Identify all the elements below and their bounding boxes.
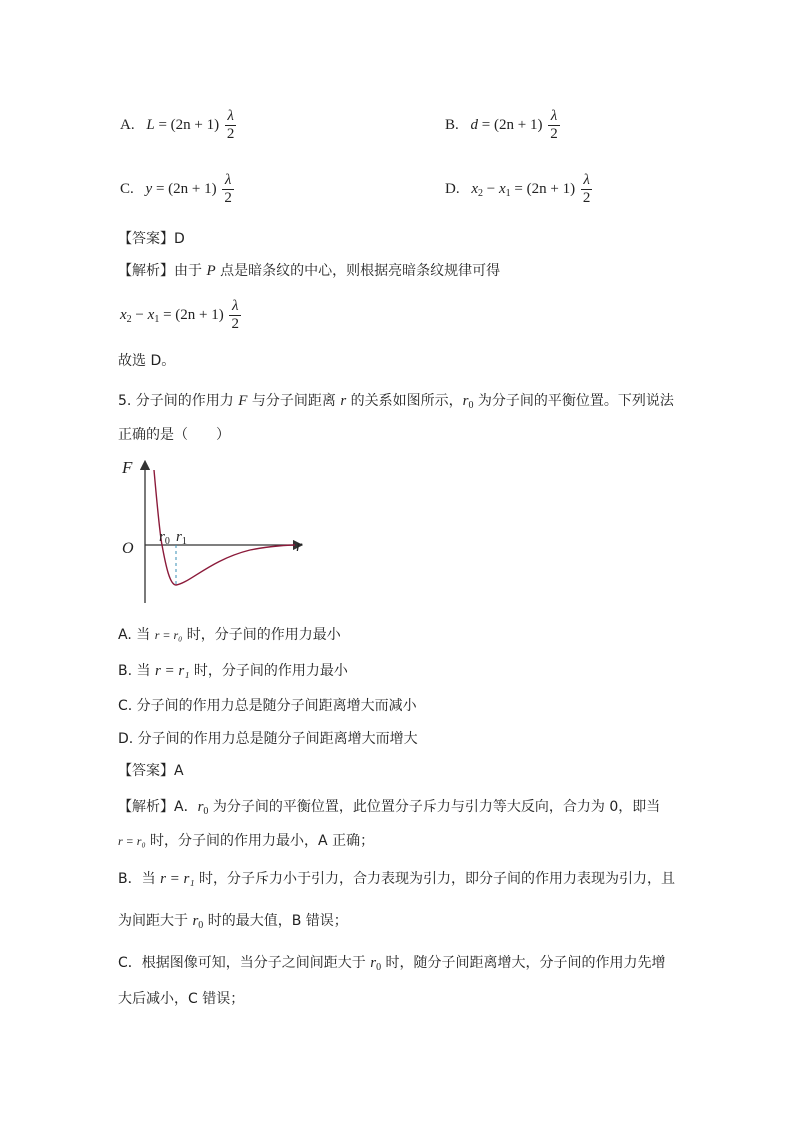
x-axis-label: r <box>296 538 303 555</box>
analysis-text: 时的最大值，B 错误； <box>203 913 348 929</box>
q5-analysis-line2 <box>118 830 374 850</box>
q5-analysis-line6: 大后减小，C 错误； <box>118 991 245 1007</box>
subscript: 0 <box>468 400 474 411</box>
var-x: x <box>471 180 479 197</box>
minus-sign: − <box>483 180 499 197</box>
formula-rhs: = (2n + 1) <box>163 306 224 323</box>
var-x: x <box>147 306 155 323</box>
q5-stem-line1 <box>118 390 674 411</box>
var-r0: r <box>462 393 469 409</box>
q5-stem-line2: 正确的是（ ） <box>118 427 230 443</box>
fraction-numerator: λ <box>225 108 237 126</box>
analysis-text: C．根据图像可知，当分子之间间距大于 <box>118 955 371 971</box>
option-lhs: d <box>470 116 479 133</box>
subscript: 1 <box>505 187 511 199</box>
option-text: B. 当 <box>118 663 155 679</box>
q5-option-b <box>118 660 348 680</box>
option-lhs: L <box>146 116 155 133</box>
option-text: 时，分子间的作用力最小 <box>189 663 348 679</box>
r1-subscript: 1 <box>181 536 187 547</box>
q5-analysis-line3 <box>118 868 675 888</box>
fraction-denominator: 2 <box>582 190 591 206</box>
force-distance-figure <box>110 455 320 605</box>
analysis-text: 时，随分子间距离增大，分子间的作用力先增 <box>381 955 666 971</box>
fraction-numerator: λ <box>581 172 593 190</box>
r0-subscript: 0 <box>164 536 170 547</box>
subscript: 2 <box>126 313 132 325</box>
r0-label <box>159 529 170 547</box>
analysis-text: 为间距大于 <box>118 913 193 929</box>
q5-option-c: C. 分子间的作用力总是随分子间距离增大而减小 <box>118 698 417 714</box>
option-label: A. <box>120 116 135 133</box>
var-r: r <box>340 393 347 409</box>
var-f: F <box>238 393 248 409</box>
r1-letter: r <box>176 529 182 545</box>
q5-option-d: D. 分子间的作用力总是随分子间距离增大而增大 <box>118 731 418 747</box>
q4-answer: 【答案】D <box>118 231 185 247</box>
fraction-numerator: λ <box>222 172 234 190</box>
option-text: 时，分子间的作用力最小 <box>182 627 341 643</box>
condition: r = r₁ <box>160 871 195 887</box>
option-rhs: (2n + 1) <box>493 116 543 133</box>
fraction <box>229 298 241 333</box>
q4-analysis <box>118 260 500 280</box>
fraction-denominator: 2 <box>231 316 239 332</box>
y-axis-label: F <box>122 458 133 477</box>
fraction-denominator: 2 <box>226 126 235 142</box>
q5-analysis-line5 <box>118 952 666 973</box>
var-x: x <box>120 306 127 323</box>
analysis-text: 点是暗条纹的中心，则根据亮暗条纹规律可得 <box>215 263 501 279</box>
analysis-text: 时，分子间的作用力最小，A 正确； <box>145 833 375 849</box>
fraction-numerator: λ <box>548 108 560 126</box>
option-rhs: (2n + 1) <box>168 180 217 197</box>
fraction <box>548 108 560 143</box>
r0-letter: r <box>159 529 165 545</box>
q4-conclusion: 故选 D。 <box>118 353 176 369</box>
q5-analysis-line4 <box>118 910 348 931</box>
option-d: D. $x_2 - x_1 = (2n + 1)$ $\frac{\lambda}{2}$ <box>445 172 591 206</box>
q4-formula <box>120 298 241 333</box>
r1-label <box>176 529 187 547</box>
var-r0: r <box>197 799 204 815</box>
point-p: P <box>206 263 216 279</box>
subscript: 0 <box>203 806 209 817</box>
origin-label: O <box>122 540 134 557</box>
analysis-head: 【解析】A． <box>118 799 198 815</box>
condition: r = r₀ <box>154 628 183 642</box>
option-rhs: (2n + 1) <box>170 116 220 133</box>
subscript: 2 <box>478 187 484 199</box>
q5-answer: 【答案】A <box>118 763 184 779</box>
subscript: 0 <box>198 920 204 931</box>
option-c: C. y = (2n + 1) $\frac{\lambda}{2}$ <box>120 172 232 206</box>
analysis-text: 时，分子斥力小于引力，合力表现为引力，即分子间的作用力表现为引力，且 <box>194 871 676 887</box>
analysis-text: 由于 <box>174 263 207 279</box>
fraction <box>222 172 234 207</box>
option-label: C. <box>120 180 134 197</box>
stem-text: 为分子间的平衡位置。下列说法 <box>473 393 674 409</box>
var-x: x <box>498 180 506 197</box>
stem-text: 与分子间距离 <box>247 393 341 409</box>
minus-sign: − <box>131 306 148 323</box>
q5-analysis-line1 <box>118 796 660 817</box>
force-curve <box>154 470 295 585</box>
option-label: B. <box>445 116 459 133</box>
analysis-head: 【解析】 <box>118 263 174 279</box>
analysis-text: 为分子间的平衡位置，此位置分子斥力与引力等大反向，合力为 0，即当 <box>208 799 661 815</box>
option-label: D. <box>445 180 460 197</box>
stem-text: 的关系如图所示， <box>346 393 463 409</box>
subscript: 1 <box>154 313 160 325</box>
option-lhs: y <box>145 180 153 197</box>
fraction <box>581 172 593 207</box>
condition: r = r₁ <box>154 663 190 679</box>
fraction-denominator: 2 <box>224 190 232 206</box>
condition: r = r₀ <box>118 834 146 848</box>
var-r0: r <box>192 913 199 929</box>
fraction <box>225 108 237 143</box>
option-b: B. d = (2n + 1) $\frac{\lambda}{2}$ <box>445 108 558 142</box>
option-a: A. L = (2n + 1) $\frac{\lambda}{2}$ <box>120 108 235 142</box>
option-rhs: (2n + 1) <box>526 180 576 197</box>
option-text: A. 当 <box>118 627 155 643</box>
subscript: 0 <box>376 962 382 973</box>
q5-option-a <box>118 624 341 644</box>
analysis-text: B．当 <box>118 871 161 887</box>
fraction-denominator: 2 <box>550 126 558 142</box>
var-r0: r <box>370 955 377 971</box>
stem-text: 5. 分子间的作用力 <box>118 393 239 409</box>
fraction-numerator: λ <box>229 298 241 316</box>
